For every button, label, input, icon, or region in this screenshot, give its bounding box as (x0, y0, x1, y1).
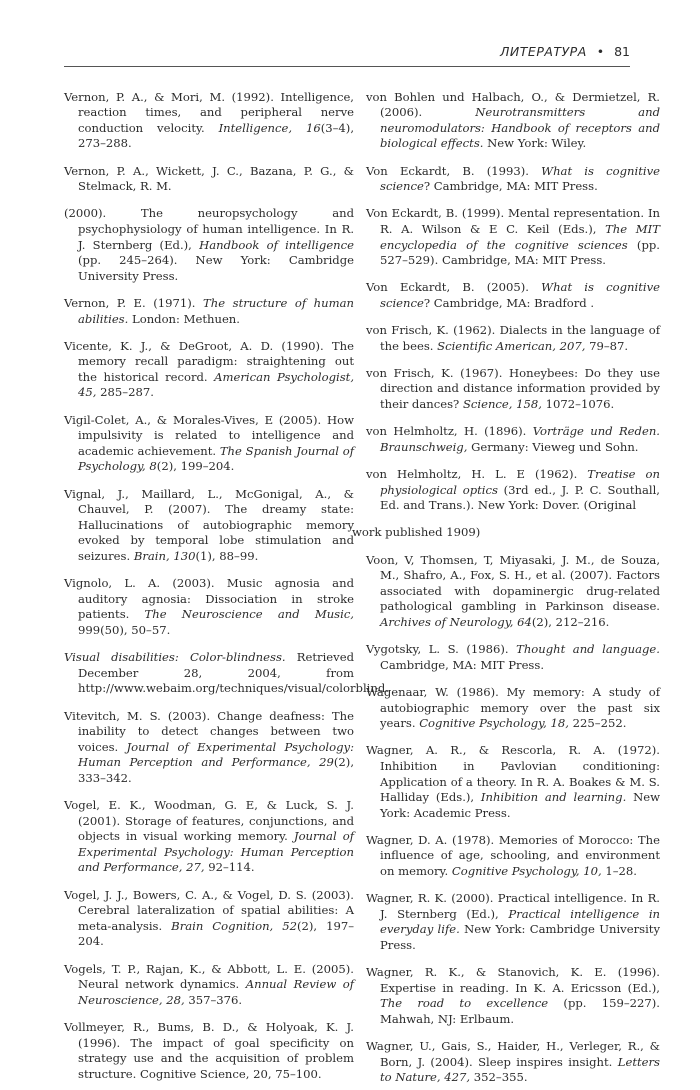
reference-tail: (pp. 527–529). Cambridge, MA: MIT Press. (380, 237, 660, 268)
reference-title: Inhibition and learning. (480, 790, 627, 805)
reference-tail: 357–376. (184, 992, 243, 1007)
reference-entry (366, 1039, 660, 1086)
reference-text: work published 1909) (352, 525, 481, 540)
reference-title: The Spanish Journal of Psychology, 8 (78, 443, 355, 474)
reference-tail: 79–87. (585, 338, 629, 353)
reference-tail: (2), 199–204. (156, 459, 235, 474)
reference-entry (352, 525, 660, 541)
reference-text: Vitevitch, M. S. (2003). Change deafness: The inability to detect changes between two voices. (64, 708, 354, 754)
reference-entry (64, 206, 354, 284)
reference-title: The road to excellence (380, 996, 549, 1011)
reference-text: Vernon, P. E. (1971). (64, 295, 204, 310)
reference-entry (64, 487, 354, 565)
reference-entry (366, 642, 660, 673)
reference-title: Brain, 130 (133, 549, 196, 563)
reference-tail: (pp. 159–227). Mahwah, NJ: Erlbaum. (380, 996, 660, 1026)
reference-text: von Frisch, K. (1967). Honeybees: Do they use direction and distance information provided by their dances? (366, 365, 660, 412)
reference-title: Annual Review of Neuroscience, 28, (78, 977, 354, 1007)
reference-text: Vogel, J. J., Bowers, C. A., & Vogel, D. S. (2003). Cerebral lateralization of spatial abilities: A meta-analysis. (64, 887, 354, 933)
reference-entry (64, 709, 354, 787)
reference-entry (366, 206, 660, 268)
reference-title: Archives of Neurology, 64 (380, 614, 532, 629)
reference-tail: (2), 197–204. (78, 918, 354, 949)
reference-text: Von Eckardt, B. (1999). Mental representation. In R. A. Wilson & E C. Keil (Eds.), (366, 206, 660, 236)
reference-text: Wagner, R. K., & Stanovich, K. E. (1996). Expertise in reading. In K. A. Ericsson (Ed.), (366, 965, 660, 995)
reference-tail: Retrieved December 28, 2004, from http://www.webaim.org/techniques/visual/colorblind. (78, 650, 389, 696)
reference-title: Scientific American, 207, (437, 338, 586, 353)
reference-text: Wagner, U., Gais, S., Haider, H., Verleger, R., & Born, J. (2004). Sleep inspires insight. (366, 1039, 660, 1069)
reference-entry (366, 743, 660, 821)
reference-text: Vignal, J., Maillard, L., McGonigal, A., & Chauvel, P. (2007). The dreamy state: Hallucinations of autobiographic memory evoked by temporal lobe stimulation and seizures. (64, 486, 354, 563)
page-number: 81 (614, 44, 630, 59)
reference-entry (64, 339, 354, 401)
reference-text: Wagenaar, W. (1986). My memory: A study of autobiographic memory over the past six years. (366, 684, 660, 731)
reference-tail: (2), 333–342. (78, 755, 354, 785)
reference-title: Visual disabilities: Color-blindness. (64, 650, 286, 665)
reference-title: What is cognitive science (380, 163, 660, 194)
reference-entry (64, 576, 354, 638)
reference-text: Vogel, E. K., Woodman, G. E, & Luck, S. J. (2001). Storage of features, conjunctions, and objects in visual working memory. (64, 798, 354, 844)
reference-entry (366, 891, 660, 953)
reference-text: Wagner, R. K. (2000). Practical intelligence. In R. J. Sternberg (Ed.), (366, 891, 660, 921)
reference-title: Intelligence, 16 (218, 120, 321, 135)
reference-tail: New York: Academic Press. (380, 790, 661, 820)
reference-entry (366, 965, 660, 1027)
reference-text: Wagner, A. R., & Rescorla, R. A. (1972). Inhibition in Pavlovian conditioning: Application of a theory. In R. A. Boakes & M. S. Halliday (Eds.), (366, 743, 660, 805)
reference-entry (366, 366, 660, 413)
reference-text: Voon, V, Thomsen, T, Miyasaki, J. M., de Souza, M., Shafro, A., Fox, S. H., et al. (2007). Factors associated with dopaminergic drug-related pathological gambling in Parkinson disease. (366, 552, 660, 614)
reference-tail: (pp. 245–264). New York: Cambridge University Press. (78, 253, 354, 283)
reference-text: Wagner, D. A. (1978). Memories of Morocco: The influence of age, schooling, and environment on memory. (366, 832, 660, 879)
reference-entry (366, 833, 660, 880)
reference-title: The MIT encyclopedia of the cognitive sciences (380, 221, 660, 252)
reference-title: Neurotransmitters and neuromodulators: Handbook of receptors and biological effects. (380, 105, 660, 151)
header-bullet: • (596, 44, 605, 59)
reference-text: Vollmeyer, R., Bums, B. D., & Holyoak, K. J. (1996). The impact of goal specificity on strategy use and the acquisition of problem structure. Cognitive Science, 20, 75–100. (64, 1020, 354, 1081)
reference-text: Vogels, T. P., Rajan, K., & Abbott, L. E. (2005). Neural network dynamics. (64, 961, 354, 992)
reference-text: Vignolo, L. A. (2003). Music agnosia and auditory agnosia: Dissociation in stroke patients. (64, 576, 354, 622)
reference-text: Vigil-Colet, A., & Morales-Vives, E (2005). How impulsivity is related to intelligence and academic achievement. (64, 412, 354, 458)
reference-text: Von Eckardt, B. (2005). (366, 280, 542, 295)
reference-tail: (3–4), 273–288. (78, 120, 354, 151)
reference-text: (2000). The neuropsychology and psychophysiology of human intelligence. In R. J. Sternberg (Ed.), (64, 206, 354, 252)
reference-entry (64, 798, 354, 876)
right-column (352, 78, 661, 1090)
reference-title: Brain Cognition, 52 (171, 918, 297, 933)
reference-title: Practical intelligence in everyday life. (380, 906, 660, 937)
reference-text: von Helmholtz, H. L. E (1962). (366, 467, 588, 482)
reference-title: Science, 158, (462, 397, 542, 412)
reference-title: Handbook of intelligence (199, 237, 354, 252)
reference-entry (64, 413, 354, 475)
reference-entry (366, 280, 660, 311)
reference-tail: (2), 212–216. (531, 614, 610, 629)
reference-entry (64, 90, 354, 152)
reference-entry (64, 650, 389, 697)
reference-text: Vygotsky, L. S. (1986). (366, 642, 517, 657)
reference-entry (366, 323, 660, 354)
reference-title: The structure of human abilities. (78, 295, 354, 326)
reference-tail: London: Methuen. (128, 311, 240, 326)
reference-tail: 352–355. (470, 1070, 528, 1085)
reference-tail: Germany: Vieweg und Sohn. (467, 439, 639, 454)
reference-tail: 999(50), 50–57. (78, 622, 171, 637)
reference-tail: New York: Cambridge University Press. (380, 922, 660, 953)
reference-tail: New York: Wiley. (483, 136, 587, 151)
reference-entry (64, 296, 354, 327)
reference-entry (366, 467, 660, 514)
reference-text: Vernon, P. A., & Mori, M. (1992). Intelligence, reaction times, and peripheral nerve conduction velocity. (64, 89, 354, 135)
reference-title: Cognitive Psychology, 18, (419, 716, 569, 731)
reference-entry (366, 553, 660, 631)
reference-tail: 285–287. (96, 385, 154, 400)
reference-tail: 225–252. (568, 716, 627, 731)
reference-title: Cognitive Psychology, 10, (451, 864, 602, 879)
reference-title: Vorträge und Reden. Braunschweig, (380, 424, 660, 454)
reference-title: Journal of Experimental Psychology: Human Perception and Performance, 27, (78, 829, 354, 875)
reference-title: American Psychologist, 45, (78, 369, 355, 400)
reference-text: Vernon, P. A., Wickett, J. C., Bazana, P. G., & Stelmack, R. M. (64, 163, 354, 194)
reference-title: Letters to Nature, 427, (380, 1054, 660, 1085)
section-title: ЛИТЕРАТУРА (500, 44, 587, 59)
reference-text: Vicente, K. J., & DeGroot, A. D. (1990). The memory recall paradigm: straightening out the historical record. (64, 338, 354, 384)
reference-title: Journal of Experimental Psychology: Human Perception and Performance, 29 (78, 739, 354, 770)
reference-tail: 1–28. (601, 864, 637, 879)
reference-tail: (3rd ed., J. P. C. Southall, Ed. and Trans.). New York: Dover. (Original (380, 482, 660, 513)
reference-title: Thought and language. (516, 642, 660, 657)
reference-entry (64, 888, 354, 950)
reference-entry (64, 1020, 354, 1082)
reference-entry (64, 962, 354, 1009)
reference-entry (366, 424, 660, 455)
running-header (64, 44, 630, 67)
reference-entry (366, 90, 660, 152)
reference-text: Von Eckardt, B. (1993). (366, 163, 542, 178)
reference-title: What is cognitive science (380, 280, 660, 310)
left-column (64, 78, 389, 1087)
reference-entry (366, 164, 660, 195)
reference-text: von Helmholtz, H. (1896). (366, 424, 533, 439)
reference-tail: ? Cambridge, MA: MIT Press. (423, 179, 598, 194)
reference-entry (366, 685, 660, 732)
reference-text: von Bohlen und Halbach, O., & Dermietzel, R. (2006). (366, 89, 660, 120)
reference-tail: 92–114. (204, 860, 255, 875)
reference-tail: 1072–1076. (541, 397, 615, 412)
reference-title: The Neuroscience and Music, (144, 607, 354, 622)
reference-text: von Frisch, K. (1962). Dialects in the language of the bees. (366, 323, 660, 353)
reference-tail: (1), 88–99. (195, 549, 259, 563)
reference-tail: ? Cambridge, MA: Bradford . (423, 295, 595, 310)
reference-title: Treatise on physiological optics (380, 467, 660, 497)
reference-entry (64, 164, 354, 195)
reference-tail: Cambridge, MA: MIT Press. (380, 657, 545, 672)
